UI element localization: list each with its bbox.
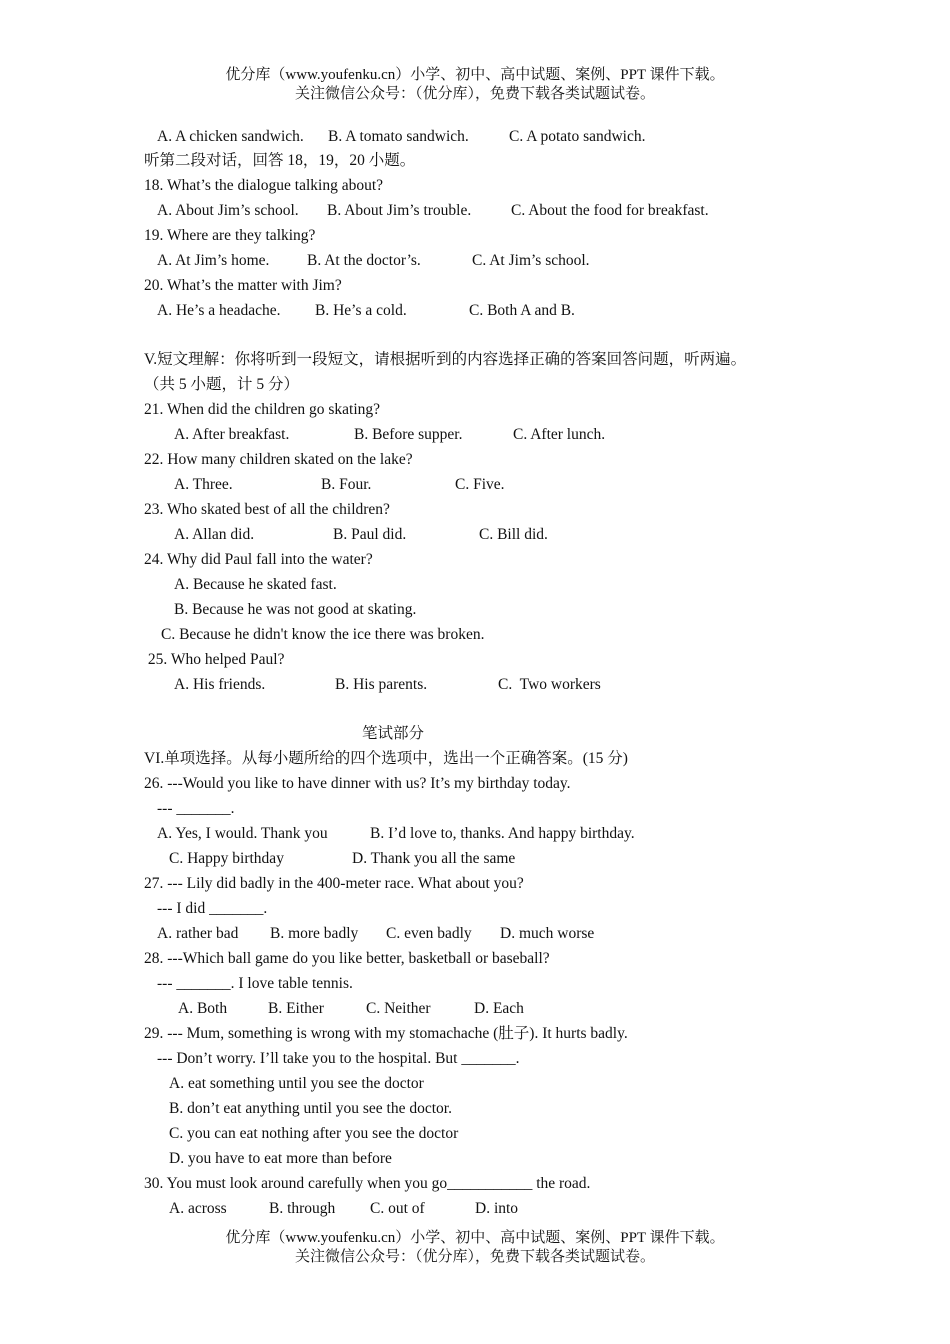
q18-option-c: C. About the food for breakfast. xyxy=(511,202,709,219)
q25-question: 25. Who helped Paul? xyxy=(144,651,285,668)
q21-option-c: C. After lunch. xyxy=(513,426,606,443)
q18-option-a: A. About Jim’s school. xyxy=(157,202,299,219)
q22-option-b: B. Four. xyxy=(321,476,372,493)
q24-option-a: A. Because he skated fast. xyxy=(174,576,337,593)
section5-title: V.短文理解：你将听到一段短文，请根据听到的内容选择正确的答案回答问题，听两遍。 xyxy=(144,351,747,368)
q27-reply: --- I did _______. xyxy=(157,900,268,917)
written-section-title: 笔试部分 xyxy=(362,725,425,742)
q17-option-c: C. A potato sandwich. xyxy=(509,128,646,145)
q23-option-c: C. Bill did. xyxy=(479,526,548,543)
q18-option-b: B. About Jim’s trouble. xyxy=(327,202,472,219)
footer-line-2: 关注微信公众号：（优分库），免费下载各类试题试卷。 xyxy=(294,1249,655,1265)
q21-option-a: A. After breakfast. xyxy=(174,426,290,443)
q17-option-a: A. A chicken sandwich. xyxy=(157,128,304,145)
q20-option-a: A. He’s a headache. xyxy=(157,302,281,319)
q28-option-b: B. Either xyxy=(268,1000,324,1017)
q30-option-a: A. across xyxy=(169,1200,227,1217)
q27-option-b: B. more badly xyxy=(270,925,359,942)
q20-option-c: C. Both A and B. xyxy=(469,302,575,319)
q20-option-b: B. He’s a cold. xyxy=(315,302,407,319)
q25-option-c: C. Two workers xyxy=(498,676,601,693)
q26-question: 26. ---Would you like to have dinner with us? It’s my birthday today. xyxy=(144,775,571,792)
q23-option-a: A. Allan did. xyxy=(174,526,255,543)
q26-option-d: D. Thank you all the same xyxy=(352,850,516,867)
q18-question: 18. What’s the dialogue talking about? xyxy=(144,177,384,194)
q28-option-d: D. Each xyxy=(474,1000,524,1017)
q26-option-a: A. Yes, I would. Thank you xyxy=(157,825,328,842)
q29-option-b: B. don’t eat anything until you see the doctor. xyxy=(169,1100,452,1117)
q30-option-b: B. through xyxy=(269,1200,336,1217)
q28-option-c: C. Neither xyxy=(366,1000,431,1017)
q30-option-d: D. into xyxy=(475,1200,519,1217)
q19-question: 19. Where are they talking? xyxy=(144,227,316,244)
q24-question: 24. Why did Paul fall into the water? xyxy=(144,551,373,568)
q28-reply: --- _______. I love table tennis. xyxy=(157,975,353,992)
dialog2-intro: 听第二段对话，回答 18，19，20 小题。 xyxy=(144,152,416,169)
q27-option-d: D. much worse xyxy=(500,925,595,942)
q29-option-a: A. eat something until you see the doctor xyxy=(169,1075,424,1092)
q25-option-b: B. His parents. xyxy=(335,676,428,693)
q22-option-a: A. Three. xyxy=(174,476,233,493)
q22-question: 22. How many children skated on the lake? xyxy=(144,451,413,468)
q26-reply: --- _______. xyxy=(157,800,235,817)
q28-option-a: A. Both xyxy=(178,1000,228,1017)
q21-option-b: B. Before supper. xyxy=(354,426,463,443)
q25-option-a: A. His friends. xyxy=(174,676,266,693)
q29-reply: --- Don’t worry. I’ll take you to the hospital. But _______. xyxy=(157,1050,520,1067)
footer-line-1: 优分库（www.youfenku.cn）小学、初中、高中试题、案例、PPT 课件下载。 xyxy=(225,1230,725,1246)
q29-question: 29. --- Mum, something is wrong with my stomachache (肚子). It hurts badly. xyxy=(144,1025,628,1042)
q23-question: 23. Who skated best of all the children? xyxy=(144,501,390,518)
q27-question: 27. --- Lily did badly in the 400-meter race. What about you? xyxy=(144,875,524,892)
q19-option-c: C. At Jim’s school. xyxy=(472,252,590,269)
q22-option-c: C. Five. xyxy=(455,476,505,493)
section6-title: VI.单项选择。从每小题所给的四个选项中，选出一个正确答案。(15 分) xyxy=(144,750,628,767)
q29-option-d: D. you have to eat more than before xyxy=(169,1150,392,1167)
q21-question: 21. When did the children go skating? xyxy=(144,401,381,418)
q27-option-c: C. even badly xyxy=(386,925,472,942)
header-line-2: 关注微信公众号：（优分库），免费下载各类试题试卷。 xyxy=(294,86,655,102)
section5-subtitle: （共 5 小题，计 5 分） xyxy=(144,376,300,393)
q27-option-a: A. rather bad xyxy=(157,925,239,942)
q19-option-a: A. At Jim’s home. xyxy=(157,252,270,269)
q19-option-b: B. At the doctor’s. xyxy=(307,252,421,269)
q29-option-c: C. you can eat nothing after you see the doctor xyxy=(169,1125,459,1142)
q28-question: 28. ---Which ball game do you like better, basketball or baseball? xyxy=(144,950,550,967)
q30-question: 30. You must look around carefully when you go___________ the road. xyxy=(144,1175,591,1192)
q26-option-b: B. I’d love to, thanks. And happy birthday. xyxy=(370,825,635,842)
q20-question: 20. What’s the matter with Jim? xyxy=(144,277,342,294)
q24-option-b: B. Because he was not good at skating. xyxy=(174,601,417,618)
header-line-1: 优分库（www.youfenku.cn）小学、初中、高中试题、案例、PPT 课件下载。 xyxy=(225,67,725,83)
q26-option-c: C. Happy birthday xyxy=(169,850,284,867)
q17-option-b: B. A tomato sandwich. xyxy=(328,128,469,145)
q30-option-c: C. out of xyxy=(370,1200,425,1217)
q24-option-c: C. Because he didn't know the ice there was broken. xyxy=(161,626,485,643)
q23-option-b: B. Paul did. xyxy=(333,526,407,543)
